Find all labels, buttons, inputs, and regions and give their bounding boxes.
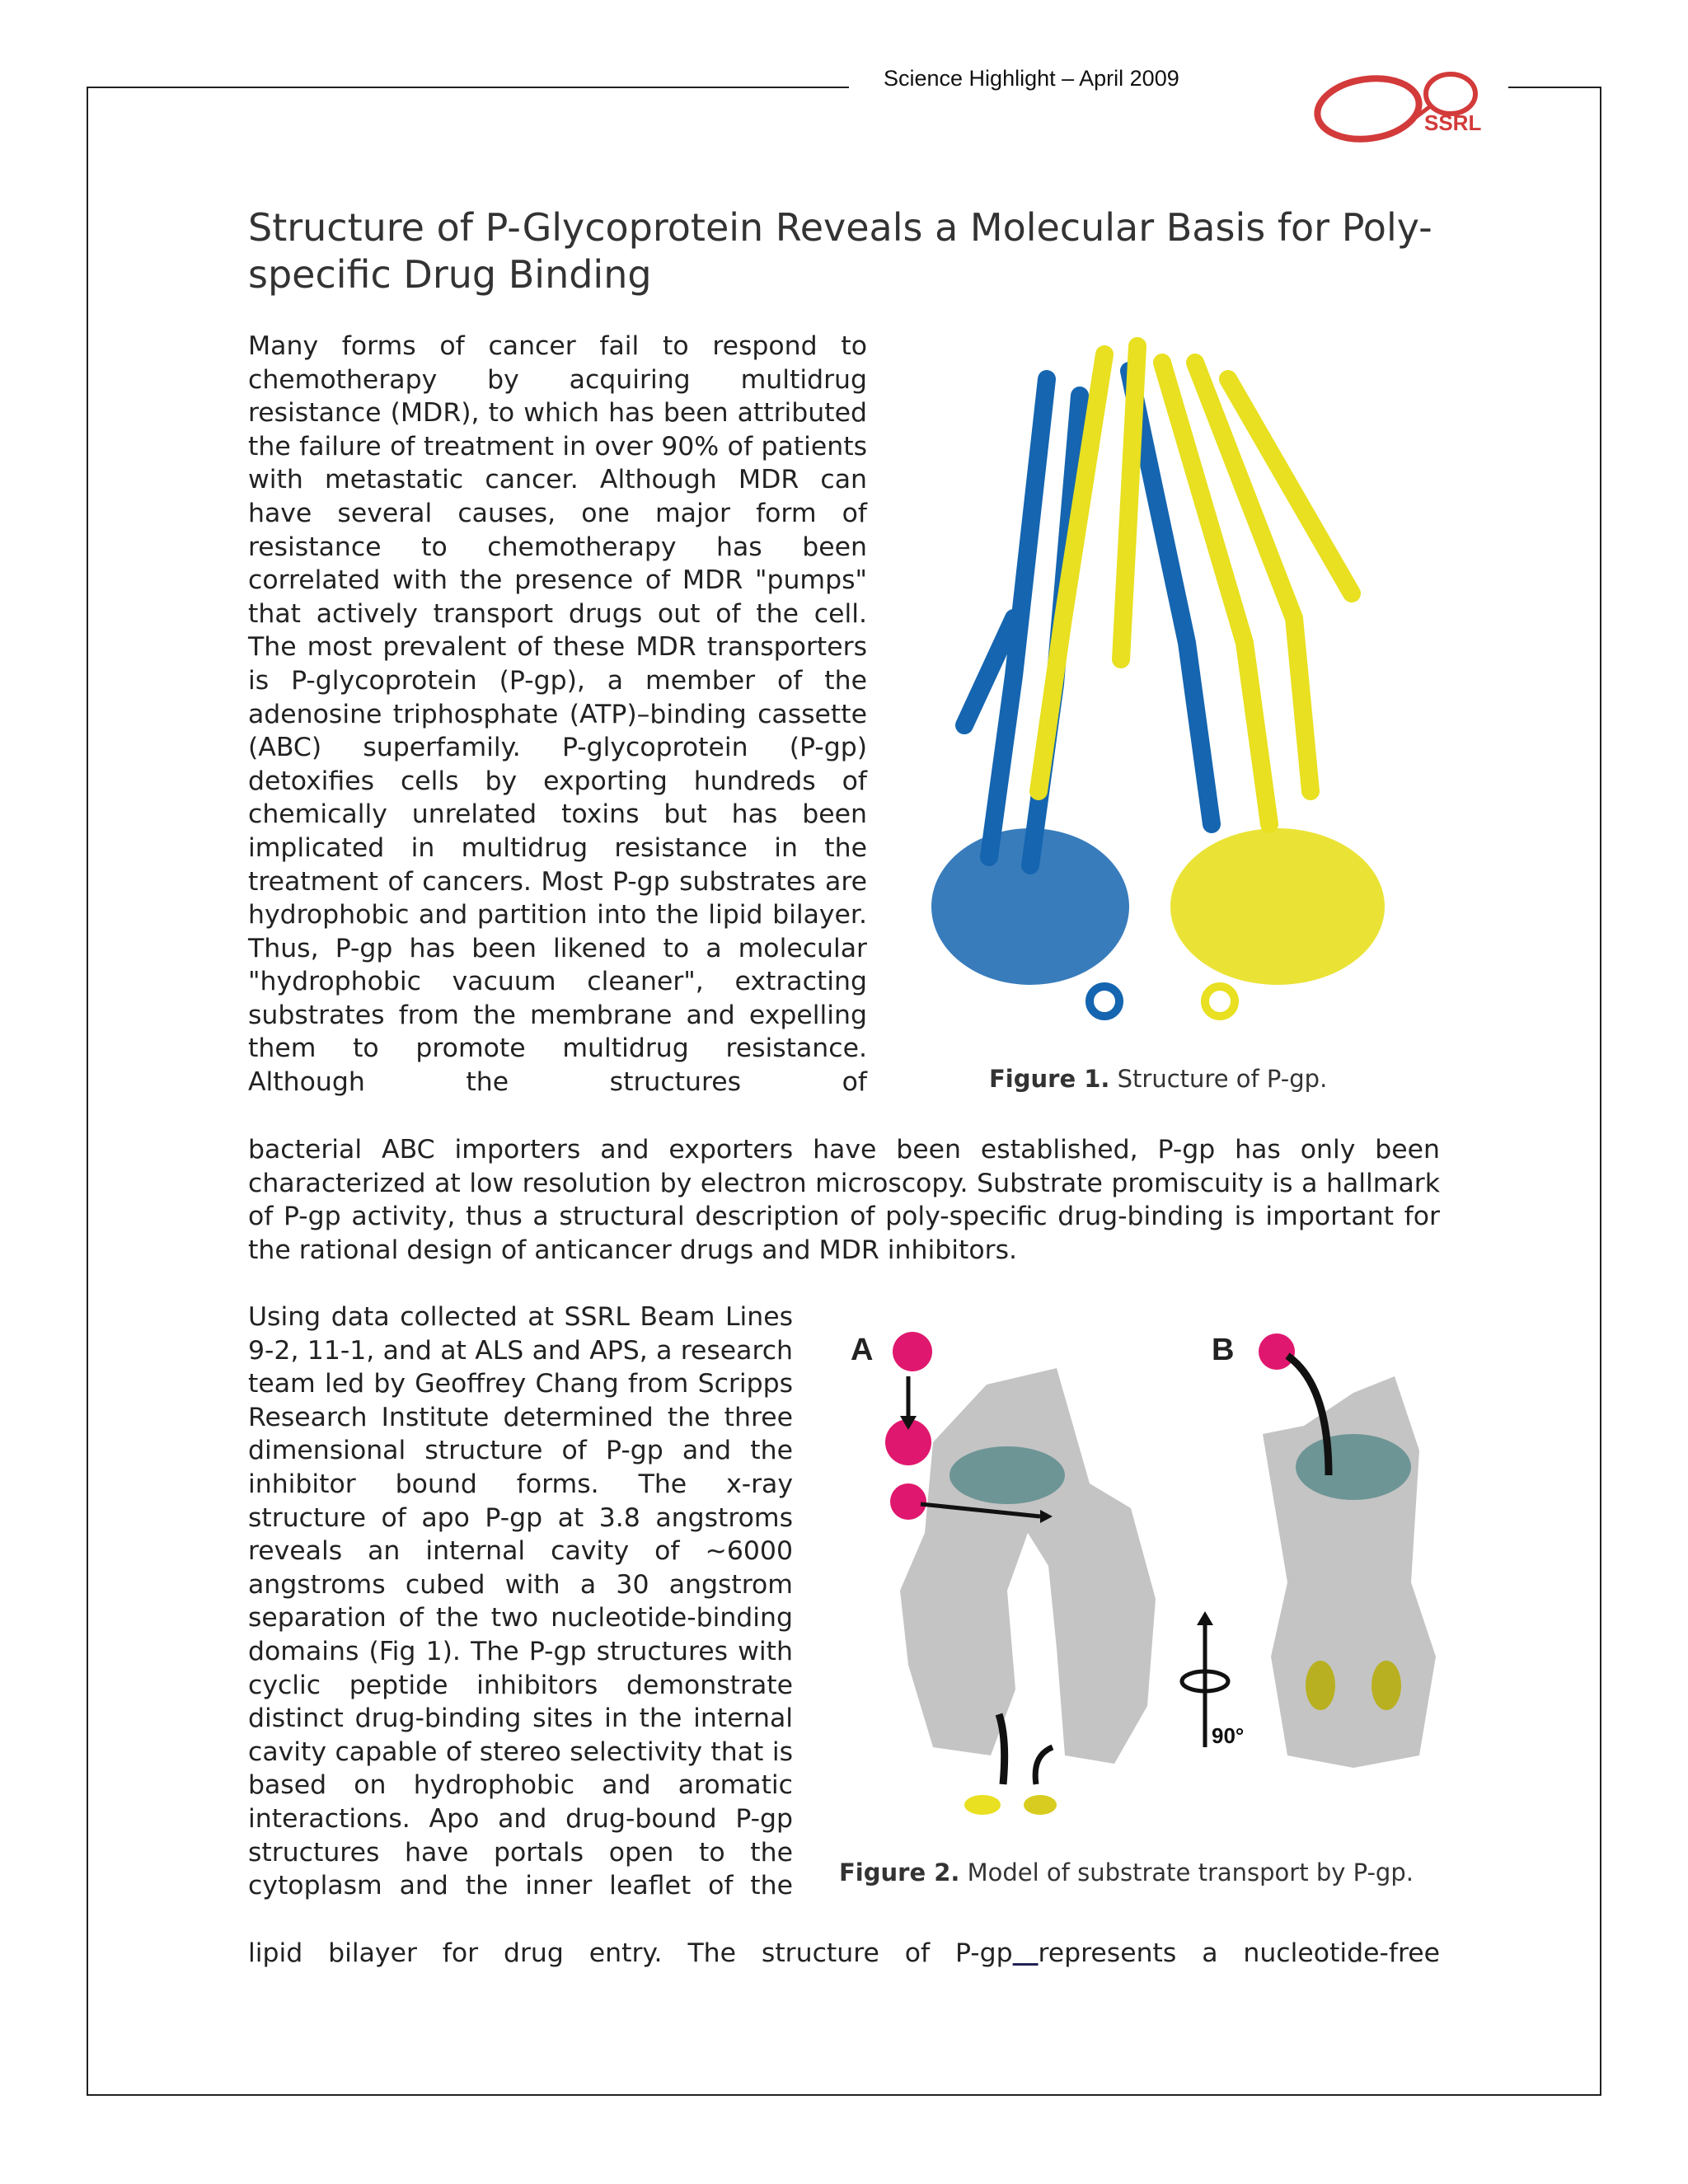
panel-a-label: A bbox=[851, 1333, 874, 1367]
substrate-4 bbox=[1259, 1333, 1295, 1370]
paragraph-2-column: Using data collected at SSRL Beam Lines 9-2, 11-1, and at ALS and APS, a research team led by Geoffrey Chang from Scripps Research Institute determined the three dimensional structure of P-gp and the inhibitor bound forms. The x-ray structure of apo P-gp at 3.8 angstroms reveals an internal cavity of ~6000 angstroms cubed with a 30 angstrom separation of the two nucleotide-binding domains (Fig 1). The P-gp structures with cyclic peptide inhibitors demonstrate distinct drug-binding sites in the internal cavity capable of stereo selectivity that is based on hydrophobic and aromatic interactions. Apo and drug-bound P-gp structures have portals open to the cytoplasm and the inner leaflet of the bbox=[248, 1302, 793, 1901]
figure-1-protein-ribbon bbox=[915, 330, 1409, 1047]
surface-a bbox=[900, 1368, 1156, 1764]
panel-b-label: B bbox=[1212, 1333, 1235, 1367]
paragraph-1-column: Many forms of cancer fail to respond to chemotherapy by acquiring multidrug resistance (MDR), to which has been attributed the failure of treatment in over 90% of patients with metastatic cancer. Although MDR can have several causes, one major form of resistance to chemotherapy has been correlated with the presence of MDR "pumps" that actively transport drugs out of the cell. The most prevalent of these MDR transporters is P-glycoprotein (P-gp), a member of the adenosine triphosphate (ATP)–binding cassette (ABC) superfamily. P-glycoprotein (P-gp) detoxifies cells by exporting hundreds of chemically unrelated toxins but has been implicated in multidrug resistance in the treatment of cancers. Most P-gp substrates are hydrophobic and partition into the lipid bilayer. Thus, P-gp has been likened to a molecular "hydrophobic vacuum cleaner", extracting substrates from the membrane and expelling them to promote multidrug resistance. Although the structures of bbox=[248, 331, 867, 1098]
article-title: Structure of P-Glycoprotein Reveals a Molecular Basis for Poly-specific Drug Binding bbox=[248, 205, 1432, 297]
figure-1-caption: Figure 1. Structure of P-gp. bbox=[989, 1065, 1328, 1093]
binding-site-a bbox=[950, 1446, 1065, 1504]
binding-site-b bbox=[1296, 1434, 1411, 1500]
arrow-entry-1 bbox=[999, 1714, 1005, 1784]
paragraph-1-continued: bacterial ABC importers and exporters have been established, P-gp has only been characterized at low resolution by electron microscopy. Substrate promiscuity is a hallmark of P-gp activity, thus a structural description of poly-specific drug-binding is important for the rational design of anticancer drugs and MDR inhibitors. bbox=[248, 1135, 1440, 1265]
arrow-entry-2 bbox=[1035, 1747, 1053, 1784]
logo-text: SSRL bbox=[1424, 110, 1482, 135]
figure-2-caption: Figure 2. Model of substrate transport by P-gp. bbox=[839, 1858, 1414, 1886]
substrate-3 bbox=[890, 1483, 926, 1520]
paragraph-2-continued: lipid bilayer for drug entry. The structure of P-gp represents a nucleotide-free bbox=[248, 1938, 1440, 1968]
substrate-1 bbox=[893, 1332, 932, 1371]
underlined-space bbox=[1013, 1938, 1039, 1968]
rotation-label: 90° bbox=[1212, 1723, 1245, 1748]
figure-2-transport-model bbox=[842, 1319, 1461, 1830]
header-title: Science Highlight – April 2009 bbox=[884, 66, 1179, 91]
ssrl-logo bbox=[1311, 68, 1492, 150]
